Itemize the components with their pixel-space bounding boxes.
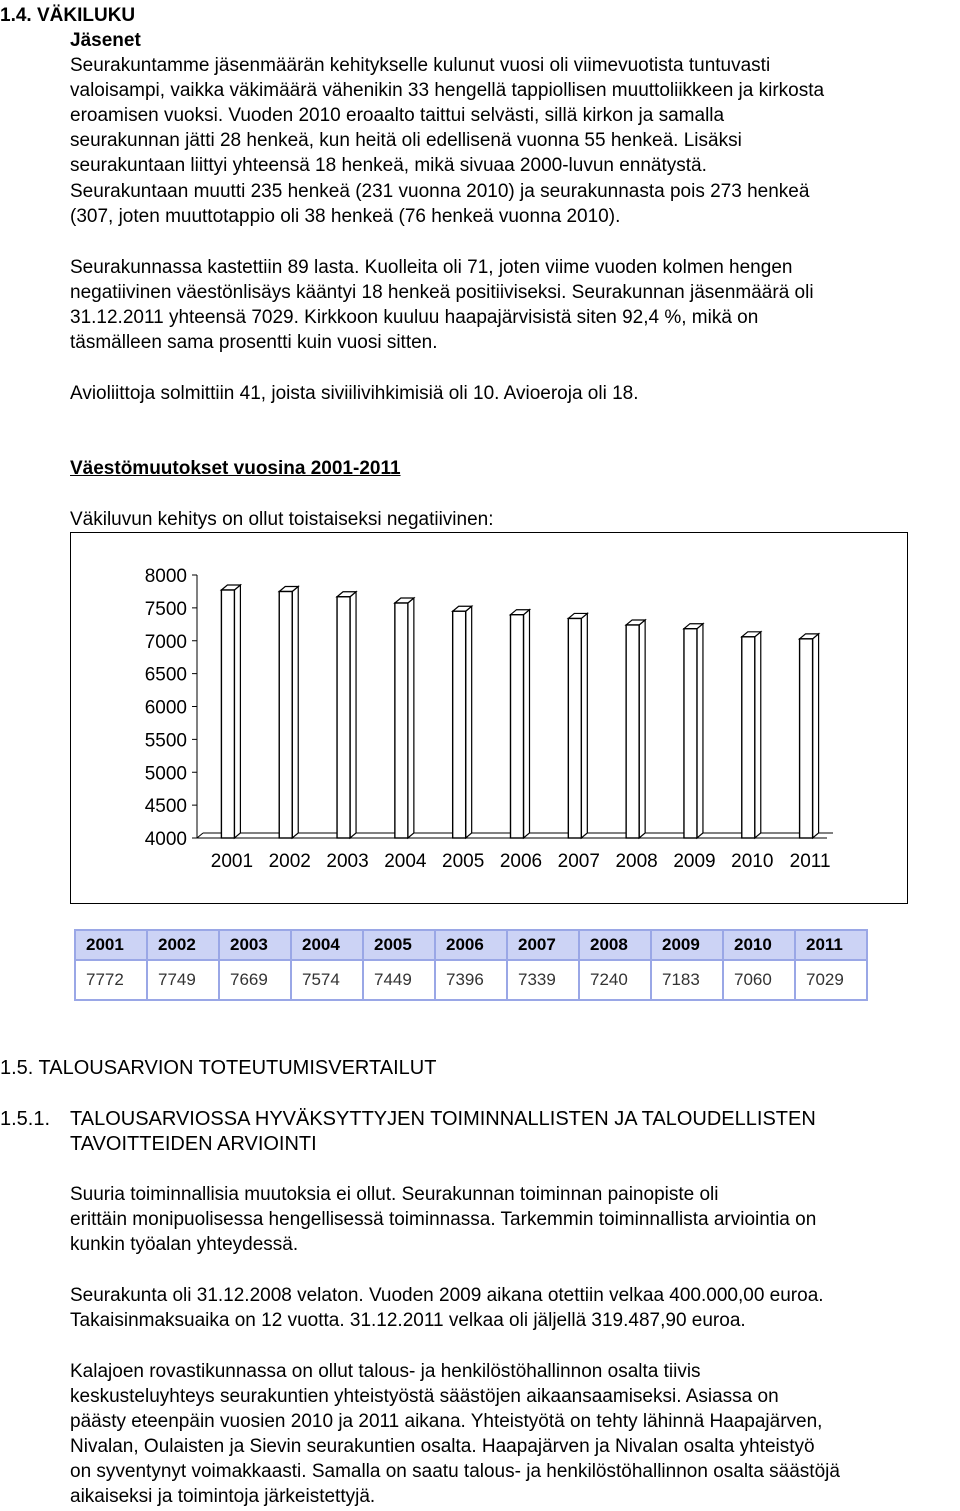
paragraph-line: keskusteluyhteys seurakuntien yhteistyöstä säästöjen aikaansaamiseksi. Asiassa on bbox=[70, 1386, 779, 1407]
table-value-cell: 7029 bbox=[795, 960, 867, 1000]
bar bbox=[511, 615, 524, 838]
chart-canvas bbox=[71, 533, 909, 905]
x-tick-label: 2002 bbox=[268, 851, 311, 872]
y-tick-label: 6000 bbox=[144, 697, 187, 719]
paragraph-line: negatiivinen väestönlisäys kääntyi 18 henkeä positiiviseksi. Seurakunnan jäsenmäärä oli bbox=[70, 282, 814, 303]
bar-side bbox=[292, 587, 298, 838]
y-tick-label: 4000 bbox=[144, 829, 187, 850]
paragraph-marriages: Avioliittoja solmittiin 41, joista siviilivihkimisiä oli 10. Avioeroja oli 18. bbox=[70, 383, 639, 404]
population-chart bbox=[70, 532, 908, 904]
y-tick-label: 5000 bbox=[144, 763, 187, 785]
bar bbox=[626, 625, 639, 838]
paragraph-line: valoisampi, vaikka väkimäärä vähenikin 33 hengellä tappiollisen muuttoliikkeen ja kirkosta bbox=[70, 80, 825, 101]
table-year-cell: 2009 bbox=[651, 930, 723, 960]
paragraph-line: Kalajoen rovastikunnassa on ollut talous- ja henkilöstöhallinnon osalta tiivis bbox=[70, 1361, 701, 1382]
table-header-row bbox=[75, 930, 867, 960]
table-value-cell: 7339 bbox=[507, 960, 579, 1000]
bar-side bbox=[524, 610, 530, 838]
x-tick-label: 2006 bbox=[499, 851, 543, 872]
table-year-cell: 2006 bbox=[435, 930, 507, 960]
x-tick-label: 2001 bbox=[210, 851, 254, 872]
paragraph-line: täsmälleen sama prosentti kuin vuosi sitten. bbox=[70, 332, 438, 353]
population-table bbox=[74, 929, 868, 1001]
bar-side bbox=[697, 624, 703, 838]
paragraph-line: kunkin työalan yhteydessä. bbox=[70, 1234, 299, 1255]
heading-1-5-1-line: TALOUSARVIOSSA HYVÄKSYTTYJEN TOIMINNALLISTEN JA TALOUDELLISTEN bbox=[70, 1108, 816, 1130]
table-value-cell: 7772 bbox=[75, 960, 147, 1000]
bar-side bbox=[813, 634, 819, 838]
paragraph-line: (307, joten muuttotappio oli 38 henkeä (76 henkeä vuonna 2010). bbox=[70, 206, 621, 227]
paragraph-line: Seurakuntaan muutti 235 henkeä (231 vuonna 2010) ja seurakunnasta pois 273 henkeä bbox=[70, 181, 810, 202]
bar-side bbox=[408, 598, 414, 838]
bar-side bbox=[755, 632, 761, 838]
paragraph-line: Nivalan, Oulaisten ja Sievin seurakuntien osalta. Haapajärven ja Nivalan osalta yhteistyö bbox=[70, 1436, 815, 1457]
x-tick-label: 2007 bbox=[557, 851, 600, 872]
paragraph-line: Seurakunta oli 31.12.2008 velaton. Vuoden 2009 aikana otettiin velkaa 400.000,00 euroa. bbox=[70, 1285, 824, 1306]
table-value-cell: 7240 bbox=[579, 960, 651, 1000]
paragraph-line: Seurakuntamme jäsenmäärän kehitykselle kulunut vuosi oli viimevuotista tuntuvasti bbox=[70, 55, 771, 76]
y-tick-label: 8000 bbox=[144, 566, 187, 587]
paragraph-line: seurakuntaan liittyi yhteensä 18 henkeä, mikä sivuaa 2000-luvun ennätystä. bbox=[70, 155, 707, 176]
table-value-cell: 7183 bbox=[651, 960, 723, 1000]
paragraph-line: Suuria toiminnallisia muutoksia ei ollut. Seurakunnan toiminnan painopiste oli bbox=[70, 1184, 719, 1205]
floor-edge bbox=[197, 833, 203, 838]
x-tick-label: 2011 bbox=[789, 851, 831, 872]
table-year-cell: 2003 bbox=[219, 930, 291, 960]
bar-side bbox=[466, 606, 472, 838]
y-tick-label: 6500 bbox=[144, 664, 187, 686]
bar bbox=[684, 629, 697, 838]
bar bbox=[742, 637, 755, 838]
table-year-cell: 2010 bbox=[723, 930, 795, 960]
y-tick-label: 4500 bbox=[144, 796, 187, 818]
paragraph-line: Takaisinmaksuaika on 12 vuotta. 31.12.2011 velkaa oli jäljellä 319.487,90 euroa. bbox=[70, 1310, 746, 1331]
paragraph-line: on syventynyt voimakkaasti. Samalla on saatu talous- ja henkilöstöhallinnon osalta säästöjä bbox=[70, 1461, 840, 1482]
paragraph-line: Seurakunnassa kastettiin 89 lasta. Kuolleita oli 71, joten viime vuoden kolmen hengen bbox=[70, 257, 793, 278]
bar bbox=[337, 597, 350, 838]
heading-1-5: 1.5. TALOUSARVION TOTEUTUMISVERTAILUT bbox=[0, 1057, 437, 1079]
table-year-cell: 2004 bbox=[291, 930, 363, 960]
bar-side bbox=[350, 592, 356, 838]
section-heading: 1.4. VÄKILUKU bbox=[0, 5, 136, 26]
heading-1-5-1-line: TAVOITTEIDEN ARVIOINTI bbox=[70, 1133, 317, 1155]
bar bbox=[800, 639, 813, 838]
bar bbox=[221, 590, 234, 838]
y-tick-label: 7000 bbox=[144, 631, 187, 653]
bar bbox=[453, 611, 466, 838]
x-tick-label: 2003 bbox=[326, 851, 369, 872]
x-tick-label: 2010 bbox=[731, 851, 774, 872]
table-value-cell: 7060 bbox=[723, 960, 795, 1000]
paragraph-line: 31.12.2011 yhteensä 7029. Kirkkoon kuuluu haapajärvisistä siten 92,4 %, mikä on bbox=[70, 307, 759, 328]
table-value-cell: 7396 bbox=[435, 960, 507, 1000]
table-value-cell: 7574 bbox=[291, 960, 363, 1000]
bar bbox=[395, 603, 408, 838]
table-value-row bbox=[75, 960, 867, 1000]
x-tick-label: 2008 bbox=[615, 851, 658, 872]
table-year-cell: 2008 bbox=[579, 930, 651, 960]
table-year-cell: 2011 bbox=[795, 930, 867, 960]
y-tick-label: 7500 bbox=[144, 598, 187, 620]
bar-side bbox=[581, 613, 587, 838]
paragraph-line: eroamisen vuoksi. Vuoden 2010 eroaalto taittui selvästi, sillä kirkon ja samalla bbox=[70, 105, 725, 126]
bar-side bbox=[234, 585, 240, 838]
table-value-cell: 7749 bbox=[147, 960, 219, 1000]
x-tick-label: 2005 bbox=[442, 851, 485, 872]
bar bbox=[279, 592, 292, 838]
changes-heading: Väestömuutokset vuosina 2001-2011 bbox=[70, 458, 401, 479]
paragraph-line: seurakunnan jätti 28 henkeä, kun heitä oli edellisenä vuonna 55 henkeä. Lisäksi bbox=[70, 130, 742, 151]
heading-1-5-1-number: 1.5.1. bbox=[0, 1108, 51, 1130]
table-year-cell: 2007 bbox=[507, 930, 579, 960]
x-tick-label: 2009 bbox=[673, 851, 716, 872]
bar-side bbox=[639, 620, 645, 838]
table-year-cell: 2005 bbox=[363, 930, 435, 960]
y-tick-label: 5500 bbox=[144, 730, 187, 752]
table-value-cell: 7449 bbox=[363, 960, 435, 1000]
x-tick-label: 2004 bbox=[384, 851, 427, 872]
bar bbox=[568, 618, 581, 838]
table-year-cell: 2002 bbox=[147, 930, 219, 960]
paragraph-line: päästy eteenpäin vuosien 2010 ja 2011 aikana. Yhteistyötä on tehty lähinnä Haapajärven, bbox=[70, 1411, 823, 1432]
subheading-members: Jäsenet bbox=[70, 30, 141, 51]
table-value-cell: 7669 bbox=[219, 960, 291, 1000]
paragraph-line: erittäin monipuolisessa hengellisessä toiminnassa. Tarkemmin toiminnallista arviointia on bbox=[70, 1209, 817, 1230]
table-year-cell: 2001 bbox=[75, 930, 147, 960]
paragraph-line: aikaiseksi ja toimintoja järkeistettyjä. bbox=[70, 1486, 376, 1507]
chart-intro: Väkiluvun kehitys on ollut toistaiseksi negatiivinen: bbox=[70, 509, 494, 530]
